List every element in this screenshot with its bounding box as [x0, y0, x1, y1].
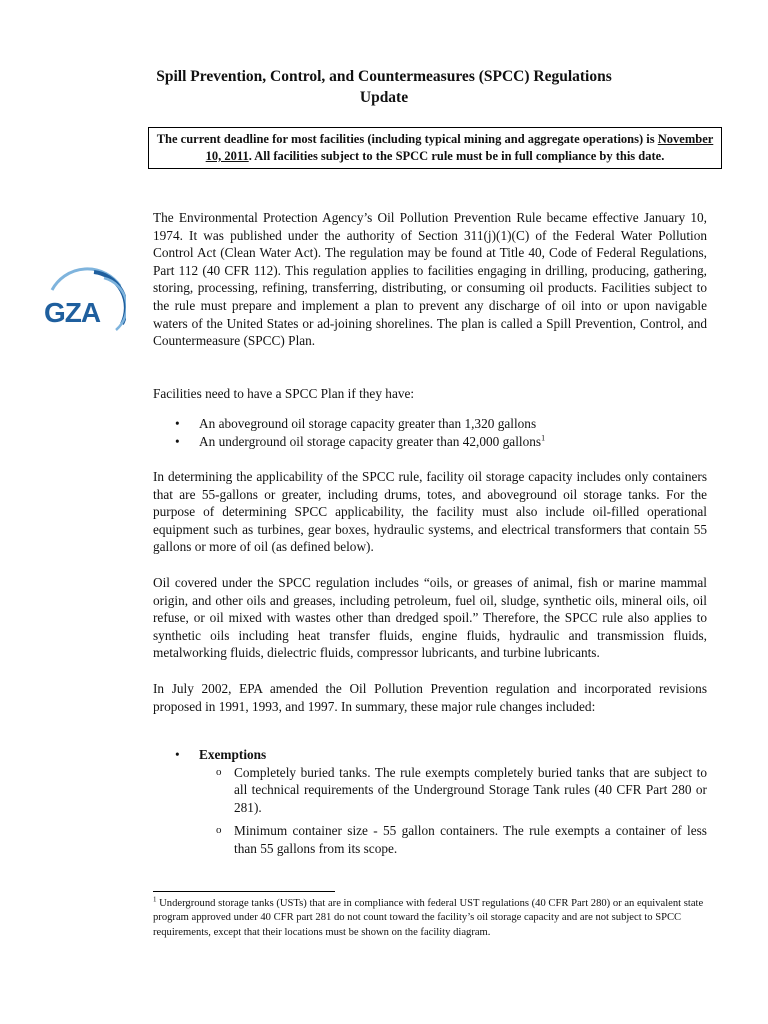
exemptions-section — [153, 746, 707, 858]
paragraph-requirement: Facilities need to have a SPCC Plan if they have: — [153, 386, 415, 401]
deadline-notice-box — [148, 127, 722, 169]
paragraph-oil-definition: Oil covered under the SPCC regulation includes “oils, or greases of animal, fish or marine mammal origin, and other oils and greases, including petroleum, fuel oil, sludge, synthetic oils, mineral oils, oil refuse, or oil mixed with wastes other than dredged spoil.” Therefore, the SPCC rule also applies to synthetic oils including heat transfer fluids, engine fluids, hydraulic and transmission fluids, metalworking fluids, dielectric fluids, compressor lubricants, and turbine lubricants. — [153, 575, 707, 661]
gza-logo — [42, 264, 126, 342]
exemptions-heading: • Exemptions — [153, 746, 707, 764]
footnote-reference: 1 — [541, 433, 546, 443]
notice-deadline-date: November 10, 2011 — [205, 132, 714, 163]
list-item — [153, 433, 707, 451]
page-title — [120, 66, 648, 108]
paragraph-applicability: In determining the applicability of the SPCC rule, facility oil storage capacity includes only containers that are 55-gallons or greater, including drums, totes, and aboveground oil storage tanks. For the purpose of determining SPCC applicability, the facility must also include oil-filled operational equipment such as turbines, gear boxes, hydraulic systems, and electrical transformers that contain 55 gallons or more of oil (as defined below). — [153, 469, 707, 555]
footnote-divider — [153, 891, 335, 892]
bullet-text: An underground oil storage capacity greater than 42,000 gallons — [199, 433, 542, 449]
notice-text-2: . All facilities subject to the SPCC rule must be in full compliance by this date. — [248, 149, 665, 163]
bullet-text: An aboveground oil storage capacity greater than 1,320 gallons — [199, 416, 537, 431]
title-line-1: Spill Prevention, Control, and Countermeasures (SPCC) Regulations — [156, 68, 612, 85]
title-line-2: Update — [359, 89, 409, 106]
exemption-item: o Completely buried tanks. The rule exempts completely buried tanks that are subject to all technical requirements of the Underground Storage Tank rules (40 CFR Part 280 or 281). — [216, 764, 707, 817]
logo-arc-inner — [104, 278, 126, 330]
capacity-bullet-list — [153, 415, 707, 450]
logo-wordmark: GZA — [44, 297, 101, 328]
paragraph-intro: The Environmental Protection Agency’s Oil Pollution Prevention Rule became effective January 10, 1974. It was published under the authority of Section 311(j)(1)(C) of the Federal Water Pollution Control Act (Clean Water Act). The regulation may be found at Title 40, Code of Federal Regulations, Part 112 (40 CFR 112). This regulation applies to facilities engaging in drilling, producing, gathering, storing, processing, refining, transferring, distributing, or consuming oil products. Facilities subject to the rule must prepare and implement a plan to prevent any discharge of oil into or upon navigable waters of the United States or ad-joining shorelines. The plan is called a Spill Prevention, Control, and Countermeasure (SPCC) Plan. — [153, 210, 707, 349]
notice-text-1: The current deadline for most facilities (including typical mining and aggregate operations) is — [156, 132, 655, 146]
paragraph-amendments: In July 2002, EPA amended the Oil Pollution Prevention regulation and incorporated revisions proposed in 1991, 1993, and 1997. In summary, these major rule changes included: — [153, 681, 707, 714]
list-item — [153, 415, 707, 433]
footnote-text: Underground storage tanks (USTs) that are in compliance with federal UST regulations (40 CFR Part 280) or an equivalent state program approved under 40 CFR part 281 do not count toward the facility’s oil storage capacity and are not subject to SPCC requirements, except that their locations must be shown on the facility diagram. — [153, 898, 704, 938]
exemption-item: o Minimum container size - 55 gallon containers. The rule exempts a container of less than 55 gallons from its scope. — [216, 822, 707, 857]
footnote-marker: 1 — [153, 895, 157, 904]
footnote — [153, 897, 707, 940]
